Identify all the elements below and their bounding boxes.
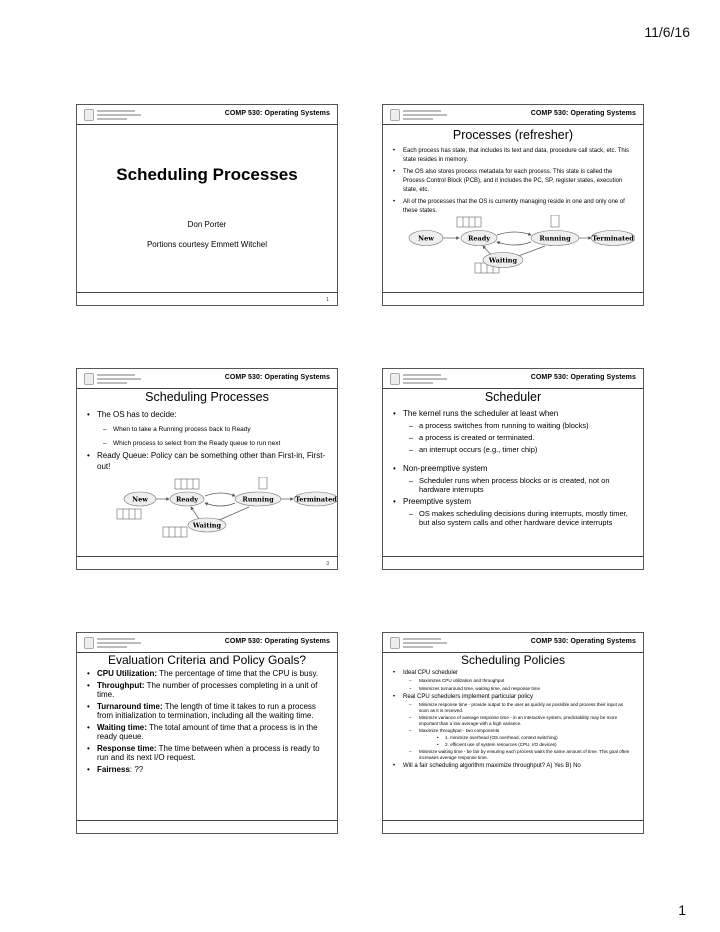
bullet: • All of the processes that the OS is currently managing reside in one and only one of these states. bbox=[393, 198, 633, 216]
criteria-item bbox=[87, 669, 327, 679]
slide-header bbox=[77, 369, 337, 389]
bullet-text: Non-preemptive system bbox=[403, 464, 488, 473]
slide-header bbox=[77, 105, 337, 125]
university-logo bbox=[390, 373, 462, 385]
criteria-item bbox=[87, 765, 327, 775]
slide-header bbox=[77, 633, 337, 653]
criteria-text: The total amount of time that a process is in the ready queue. bbox=[97, 722, 318, 741]
process-state-diagram bbox=[395, 215, 635, 275]
course-label: COMP 530: Operating Systems bbox=[224, 110, 330, 117]
sub-bullet: – Minimize waiting time - be fair by ensuring each process waits the same amount of time. This goal often increases average response time. bbox=[403, 749, 633, 761]
bullet-list bbox=[393, 409, 633, 527]
university-logo bbox=[390, 109, 462, 121]
slide-4 bbox=[382, 368, 644, 570]
svg-text:New: New bbox=[418, 234, 434, 243]
criteria-item bbox=[87, 702, 327, 721]
slide-6 bbox=[382, 632, 644, 834]
criteria-text: The length of time it takes to run a process from initialization to termination, including all the waiting time. bbox=[97, 701, 316, 720]
university-logo bbox=[84, 373, 156, 385]
slide-header bbox=[383, 369, 643, 389]
bullet-text: Preemptive system bbox=[403, 497, 472, 506]
criteria-term: Throughput: bbox=[97, 680, 145, 690]
slide-title: Scheduling Policies bbox=[460, 653, 566, 667]
criteria-term: CPU Utilization: bbox=[97, 669, 157, 678]
slide-1 bbox=[76, 104, 338, 306]
slide-number: 1 bbox=[326, 297, 329, 303]
sub-bullet: – a process switches from running to waiting (blocks) bbox=[403, 421, 633, 431]
sub-sub-bullet: • 1. minimize overhead (OS overhead, context switching) bbox=[419, 735, 633, 741]
slide-footer bbox=[383, 292, 643, 293]
queue-icon bbox=[175, 479, 199, 489]
slide-number: 3 bbox=[326, 561, 329, 567]
svg-text:Ready: Ready bbox=[175, 495, 199, 504]
bullet-text: Real CPU schedulers implement particular policy bbox=[403, 694, 534, 700]
criteria-term: Fairness bbox=[97, 764, 130, 774]
bullet: • Each process has state, that includes its text and data, procedure call stack, etc. This state resides in memory. bbox=[393, 147, 633, 165]
slide-title: Scheduling Processes bbox=[116, 165, 298, 184]
criteria-item bbox=[87, 681, 327, 700]
slide-3 bbox=[76, 368, 338, 570]
slide-footer bbox=[383, 820, 643, 821]
svg-text:Terminated: Terminated bbox=[295, 495, 337, 504]
criteria-text: : ?? bbox=[129, 764, 144, 774]
slide-header bbox=[383, 633, 643, 653]
cpu-icon bbox=[259, 477, 267, 489]
sub-bullet: – a process is created or terminated. bbox=[403, 433, 633, 443]
sub-bullet: – Minimize response time - provide output to the user as quickly as possible and process their input as soon as it is received. bbox=[403, 702, 633, 714]
sub-bullet: – When to take a Running process back to Ready bbox=[97, 424, 327, 435]
svg-text:Running: Running bbox=[242, 495, 274, 504]
university-logo bbox=[84, 637, 156, 649]
bullet-text: The kernel runs the scheduler at least when bbox=[403, 409, 559, 418]
slide-title: Scheduling Processes bbox=[145, 390, 269, 404]
criteria-term: Turnaround time: bbox=[97, 701, 163, 711]
queue-icon bbox=[163, 527, 187, 537]
slide-2 bbox=[382, 104, 644, 306]
criteria-text: The percentage of time that the CPU is busy. bbox=[157, 669, 319, 678]
cpu-icon bbox=[551, 215, 559, 227]
author: Don Porter bbox=[187, 220, 227, 229]
courtesy: Portions courtesy Emmett Witchel bbox=[146, 240, 268, 249]
course-label: COMP 530: Operating Systems bbox=[224, 638, 330, 645]
svg-text:Running: Running bbox=[539, 234, 571, 243]
slide-title: Scheduler bbox=[484, 390, 542, 404]
bullet-list bbox=[393, 147, 633, 216]
slide-footer bbox=[77, 292, 337, 293]
sub-bullet: – Scheduler runs when process blocks or is created, not on hardware interrupts bbox=[403, 476, 633, 494]
bullet: • The OS also stores process metadata for each process. This state is called the Process Control Block (PCB), and it includes the PC, SP, register states, execution state, etc. bbox=[393, 168, 633, 195]
course-label: COMP 530: Operating Systems bbox=[530, 110, 636, 117]
sub-bullet-text: Maximize throughput - two components bbox=[419, 728, 500, 734]
sub-bullet: – Which process to select from the Ready queue to run next bbox=[97, 438, 327, 449]
svg-text:Waiting: Waiting bbox=[192, 521, 222, 530]
sub-bullet: – Minimizes turnaround time, waiting time, and response time bbox=[403, 686, 633, 693]
course-label: COMP 530: Operating Systems bbox=[530, 638, 636, 645]
queue-icon bbox=[117, 509, 141, 519]
criteria-text: The time between when a process is ready to run and its next I/O request. bbox=[97, 743, 320, 762]
bullet: • Ready Queue: Policy can be something other than First-in, First-out! bbox=[87, 450, 327, 472]
bullet-text: The OS has to decide: bbox=[97, 410, 177, 419]
slide-footer bbox=[383, 556, 643, 557]
sub-bullet: – OS makes scheduling decisions during interrupts, mostly timer, but also system calls and other hardware device interrupts bbox=[403, 509, 633, 527]
svg-text:Terminated: Terminated bbox=[592, 234, 634, 243]
university-logo bbox=[390, 637, 462, 649]
sub-bullet: – an interrupt occurs (e.g., timer chip) bbox=[403, 445, 633, 455]
policy-list bbox=[393, 670, 633, 770]
page-date: 11/6/16 bbox=[644, 24, 690, 40]
svg-text:Ready: Ready bbox=[467, 234, 491, 243]
criteria-term: Response time: bbox=[97, 743, 157, 753]
bullet: • Will a fair scheduling algorithm maximize throughput? A) Yes B) No bbox=[393, 763, 633, 770]
sub-bullet: – Maximizes CPU utilization and throughput bbox=[403, 678, 633, 685]
queue-icon bbox=[457, 217, 481, 227]
process-state-diagram bbox=[113, 477, 338, 539]
slide-footer bbox=[77, 556, 337, 557]
sub-sub-bullet: • 2. efficient use of system resources (CPU, I/O devices) bbox=[419, 742, 633, 748]
bullet-text: Ideal CPU scheduler bbox=[403, 670, 459, 676]
svg-text:Waiting: Waiting bbox=[488, 256, 518, 265]
page-number: 1 bbox=[678, 902, 686, 918]
course-label: COMP 530: Operating Systems bbox=[530, 374, 636, 381]
slide-header bbox=[383, 105, 643, 125]
slide-5 bbox=[76, 632, 338, 834]
course-label: COMP 530: Operating Systems bbox=[224, 374, 330, 381]
slide-title: Evaluation Criteria and Policy Goals? bbox=[107, 653, 307, 667]
slide-footer bbox=[77, 820, 337, 821]
criteria-item bbox=[87, 723, 327, 742]
criteria-text: The number of processes completing in a unit of time. bbox=[97, 680, 318, 699]
sub-bullet: – Minimize variance of average response time - in an interactive system, predictability may be more important than a low average with a high variance. bbox=[403, 715, 633, 727]
svg-text:New: New bbox=[132, 495, 148, 504]
criteria-term: Waiting time: bbox=[97, 722, 147, 732]
bullet-list bbox=[87, 409, 327, 472]
criteria-list bbox=[87, 669, 327, 774]
criteria-item bbox=[87, 744, 327, 763]
university-logo bbox=[84, 109, 156, 121]
slide-title: Processes (refresher) bbox=[452, 128, 574, 142]
